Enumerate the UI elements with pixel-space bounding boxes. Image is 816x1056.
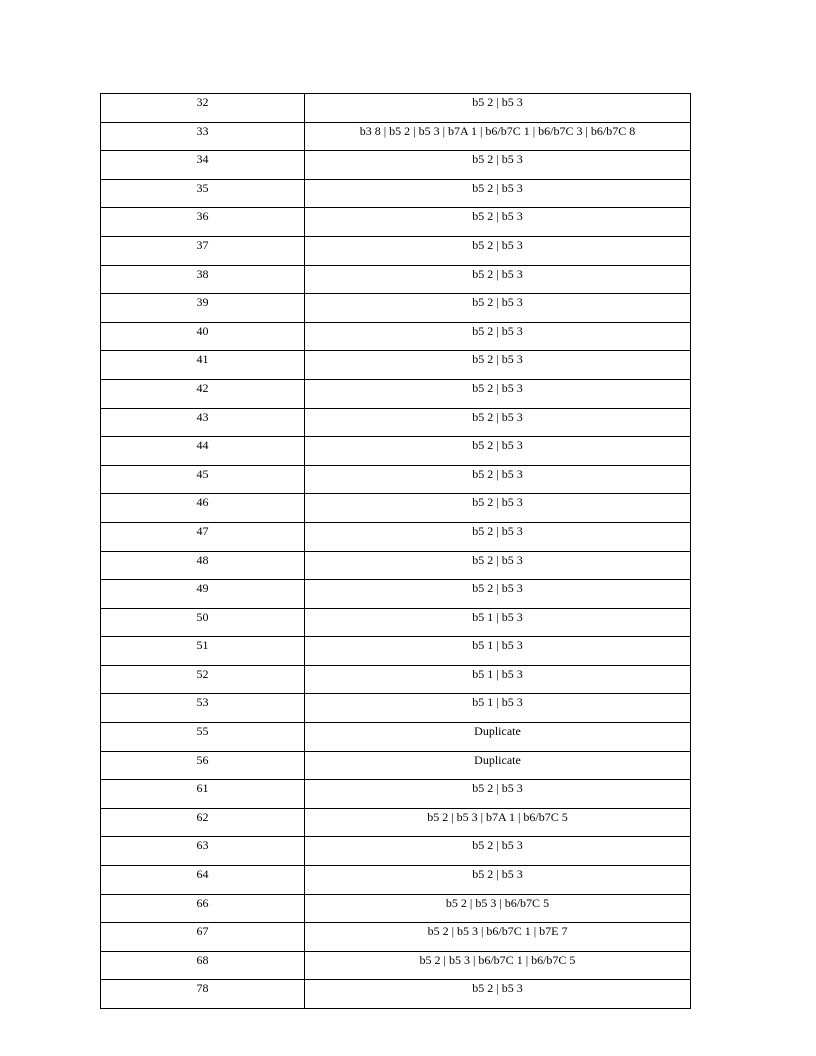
table-row [101, 637, 691, 666]
page-number-cell [101, 322, 305, 351]
page-number: 47 [196, 523, 209, 538]
exemption-codes: b5 1 | b5 3 [472, 695, 523, 710]
exemption-codes: b5 2 | b5 3 [472, 180, 523, 195]
page-number-cell [101, 265, 305, 294]
table-row [101, 866, 691, 895]
page-number-cell [101, 780, 305, 809]
page-number: 33 [196, 123, 209, 138]
exemption-codes: b5 2 | b5 3 [472, 352, 523, 367]
exemption-codes: b5 2 | b5 3 [472, 409, 523, 424]
page-number: 51 [196, 638, 209, 653]
page-number-cell [101, 723, 305, 752]
table-row [101, 494, 691, 523]
table-row [101, 608, 691, 637]
table-row [101, 379, 691, 408]
page-number-cell [101, 837, 305, 866]
exemption-codes: b5 2 | b5 3 [472, 581, 523, 596]
page-number: 49 [196, 581, 209, 596]
table-row [101, 980, 691, 1009]
table-row [101, 322, 691, 351]
exemption-codes: b5 2 | b5 3 [472, 380, 523, 395]
page-number-cell [101, 294, 305, 323]
exemption-codes: b3 8 | b5 2 | b5 3 | b7A 1 | b6/b7C 1 | b6/b7C 3 | b6/b7C 8 [359, 123, 636, 138]
exemption-codes: Duplicate [474, 724, 521, 739]
table-row [101, 351, 691, 380]
exemption-codes: b5 2 | b5 3 [472, 237, 523, 252]
table-row [101, 408, 691, 437]
exemption-codes: b5 2 | b5 3 [472, 867, 523, 882]
exemption-cell [305, 465, 691, 494]
exemption-codes: b5 2 | b5 3 [472, 323, 523, 338]
page-number-cell [101, 494, 305, 523]
exemption-cell [305, 94, 691, 123]
page-number-cell [101, 122, 305, 151]
table-row [101, 151, 691, 180]
exemption-cell [305, 408, 691, 437]
page-number: 37 [196, 237, 209, 252]
page-number-cell [101, 951, 305, 980]
exemption-codes: b5 2 | b5 3 [472, 781, 523, 796]
exemption-cell [305, 551, 691, 580]
table-row [101, 179, 691, 208]
table-row [101, 923, 691, 952]
exemption-codes: b5 2 | b5 3 | b7A 1 | b6/b7C 5 [427, 809, 568, 824]
exemption-cell [305, 322, 691, 351]
table-row [101, 208, 691, 237]
table-body [101, 94, 691, 1009]
exemption-codes: b5 1 | b5 3 [472, 638, 523, 653]
exemption-codes: b5 2 | b5 3 | b6/b7C 5 [445, 895, 550, 910]
table-row [101, 437, 691, 466]
exemption-cell [305, 637, 691, 666]
page-number: 66 [196, 895, 209, 910]
page-number-cell [101, 236, 305, 265]
table-row [101, 723, 691, 752]
exemption-cell [305, 951, 691, 980]
exemption-codes: b5 2 | b5 3 [472, 438, 523, 453]
page-number: 63 [196, 838, 209, 853]
page-number: 62 [196, 809, 209, 824]
page-number-cell [101, 351, 305, 380]
table-row [101, 808, 691, 837]
page-number-cell [101, 379, 305, 408]
table-row [101, 465, 691, 494]
table-row [101, 951, 691, 980]
exemption-codes: b5 2 | b5 3 [472, 552, 523, 567]
page-number: 45 [196, 466, 209, 481]
table-row [101, 694, 691, 723]
table-row [101, 751, 691, 780]
exemption-cell [305, 866, 691, 895]
page-number: 64 [196, 867, 209, 882]
page-number: 78 [196, 981, 209, 996]
exemption-cell [305, 580, 691, 609]
page-number-cell [101, 94, 305, 123]
page-number: 44 [196, 438, 209, 453]
table-row [101, 236, 691, 265]
table-row [101, 294, 691, 323]
page-number-cell [101, 551, 305, 580]
table-row [101, 551, 691, 580]
exemption-codes: b5 2 | b5 3 [472, 466, 523, 481]
page-number: 67 [196, 924, 209, 939]
page-number-cell [101, 608, 305, 637]
page-number: 42 [196, 380, 209, 395]
exemption-codes: b5 1 | b5 3 [472, 666, 523, 681]
page-number-cell [101, 208, 305, 237]
exemption-codes: b5 2 | b5 3 [472, 152, 523, 167]
page-number-cell [101, 923, 305, 952]
page-number: 68 [196, 952, 209, 967]
exemption-cell [305, 351, 691, 380]
page-number: 61 [196, 781, 209, 796]
exemption-codes: b5 2 | b5 3 [472, 209, 523, 224]
exemption-cell [305, 151, 691, 180]
page-number: 32 [196, 95, 209, 109]
exemption-cell [305, 780, 691, 809]
exemption-cell [305, 808, 691, 837]
page-number: 36 [196, 209, 209, 224]
table-row [101, 837, 691, 866]
exemption-cell [305, 208, 691, 237]
page-number: 55 [196, 724, 209, 739]
exemption-cell [305, 723, 691, 752]
table-row [101, 780, 691, 809]
page-number-cell [101, 980, 305, 1009]
exemption-table [100, 93, 691, 1009]
table-row [101, 665, 691, 694]
page-number: 41 [196, 352, 209, 367]
page-number-cell [101, 866, 305, 895]
page-number: 39 [196, 295, 209, 310]
exemption-cell [305, 179, 691, 208]
table-row [101, 122, 691, 151]
page-number-cell [101, 694, 305, 723]
exemption-codes: b5 2 | b5 3 [472, 981, 523, 996]
page-number-cell [101, 751, 305, 780]
page-number-cell [101, 894, 305, 923]
exemption-codes: b5 2 | b5 3 [472, 95, 523, 109]
page-number-cell [101, 437, 305, 466]
exemption-cell [305, 894, 691, 923]
page-number: 48 [196, 552, 209, 567]
exemption-cell [305, 122, 691, 151]
table-row [101, 522, 691, 551]
page-number: 35 [196, 180, 209, 195]
exemption-cell [305, 236, 691, 265]
page-number: 38 [196, 266, 209, 281]
page-number: 50 [196, 609, 209, 624]
page-number-cell [101, 665, 305, 694]
exemption-cell [305, 923, 691, 952]
exemption-codes: b5 1 | b5 3 [472, 609, 523, 624]
exemption-cell [305, 522, 691, 551]
exemption-cell [305, 608, 691, 637]
exemption-codes: b5 2 | b5 3 [472, 495, 523, 510]
exemption-cell [305, 494, 691, 523]
page-number-cell [101, 637, 305, 666]
table-row [101, 265, 691, 294]
exemption-cell [305, 294, 691, 323]
exemption-codes: b5 2 | b5 3 | b6/b7C 1 | b7E 7 [427, 924, 568, 939]
page-number-cell [101, 151, 305, 180]
exemption-cell [305, 980, 691, 1009]
exemption-cell [305, 665, 691, 694]
exemption-codes: Duplicate [474, 752, 521, 767]
exemption-codes: b5 2 | b5 3 | b6/b7C 1 | b6/b7C 5 [419, 952, 576, 967]
page-number: 40 [196, 323, 209, 338]
table-row [101, 894, 691, 923]
exemption-cell [305, 379, 691, 408]
page-number-cell [101, 179, 305, 208]
exemption-cell [305, 837, 691, 866]
table-row [101, 580, 691, 609]
page-number: 52 [196, 666, 209, 681]
exemption-cell [305, 751, 691, 780]
page-number-cell [101, 465, 305, 494]
exemption-codes: b5 2 | b5 3 [472, 838, 523, 853]
page-number: 43 [196, 409, 209, 424]
page-number-cell [101, 808, 305, 837]
table-row [101, 94, 691, 123]
page-number: 46 [196, 495, 209, 510]
exemption-codes: b5 2 | b5 3 [472, 266, 523, 281]
exemption-cell [305, 437, 691, 466]
page-number-cell [101, 522, 305, 551]
page-number: 53 [196, 695, 209, 710]
exemption-codes: b5 2 | b5 3 [472, 523, 523, 538]
exemption-cell [305, 694, 691, 723]
page-number-cell [101, 408, 305, 437]
page-number-cell [101, 580, 305, 609]
exemption-codes: b5 2 | b5 3 [472, 295, 523, 310]
exemption-cell [305, 265, 691, 294]
page-number: 56 [196, 752, 209, 767]
page-number: 34 [196, 152, 209, 167]
